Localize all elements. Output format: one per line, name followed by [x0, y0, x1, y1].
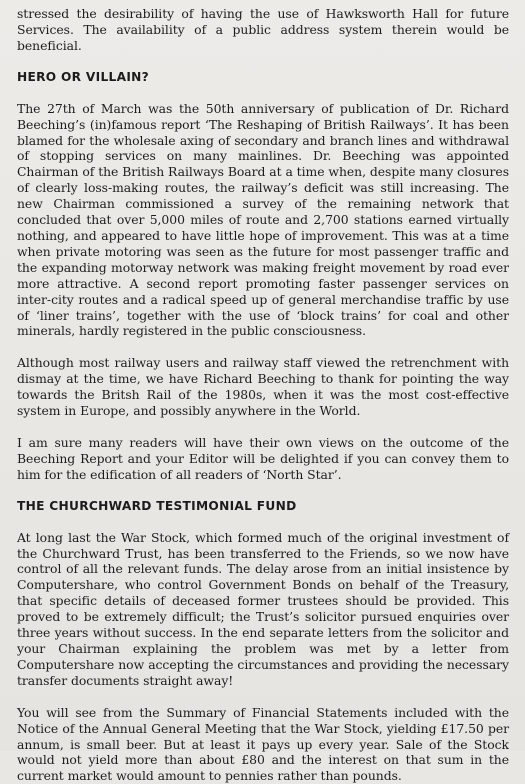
body-paragraph: At long last the War Stock, which formed much of the original investment of the Churchward Trust, has been transferred to the Friends, so we now have control of all the relevant funds. The delay arose from an initial insistence by Computershare, who control Government Bonds on behalf of the Treasury, that specific details of deceased former trustees should be provided. This proved to be extremely difficult; the Trust’s solicitor pursued enquiries over three years without success. In the end separate letters from the solicitor and your Chairman explaining the problem was met by a letter from Computershare now accepting the circumstances and providing the necessary transfer documents straight away! [17, 529, 509, 688]
spacer [17, 339, 509, 355]
section-heading-hero-or-villain: HERO OR VILLAIN? [17, 69, 150, 84]
intro-block [17, 6, 509, 54]
body-paragraph: I am sure many readers will have their own views on the outcome of the Beeching Report and your Editor will be delighted if you can convey them to him for the edification of all readers of ‘North Star’. [17, 434, 509, 482]
body-paragraph: You will see from the Summary of Financial Statements included with the Notice of the Annual General Meeting that the War Stock, yielding £17.50 per annum, is small beer. But at least it pays up every year. Sale of the Stock would not yield more than about £80 and the interest on that sum in the current market would amount to pennies rather than pounds. [17, 704, 509, 784]
hero-or-villain-section [17, 101, 509, 483]
section-heading-churchward-fund: THE CHURCHWARD TESTIMONIAL FUND [17, 498, 297, 513]
churchward-fund-section [17, 530, 509, 784]
spacer [17, 419, 509, 435]
spacer [17, 54, 509, 70]
spacer [17, 514, 509, 530]
spacer [17, 483, 509, 499]
spacer [17, 689, 509, 705]
spacer [17, 85, 509, 101]
body-paragraph: The 27th of March was the 50th anniversary of publication of Dr. Richard Beeching’s (in)famous report ‘The Reshaping of British Railways’. It has been blamed for the wholesale axing of secondary and branch lines and withdrawal of stopping services on many mainlines. Dr. Beeching was appointed Chairman of the British Railways Board at a time when, despite many closures of clearly loss-making routes, the railway’s deficit was still increasing. The new Chairman commissioned a survey of the remaining network that concluded that over 5,000 miles of route and 2,700 stations earned virtually nothing, and appeared to have little hope of improvement. This was at a time when private motoring was seen as the future for most passenger traffic and the expanding motorway network was making freight movement by road ever more attractive. A second report promoting faster passenger services on inter-city routes and a radical speed up of general merchandise traffic by use of ‘liner trains’, together with the use of ‘block trains’ for coal and other minerals, hardly registered in the public consciousness. [17, 100, 509, 339]
intro-paragraph: stressed the desirability of having the use of Hawksworth Hall for future Services. The availability of a public address system therein would be beneficial. [17, 6, 509, 53]
body-paragraph: Although most railway users and railway staff viewed the retrenchment with dismay at the time, we have Richard Beeching to thank for pointing the way towards the Britsh Rail of the 1980s, when it was the most cost-effective system in Europe, and possibly anywhere in the World. [17, 355, 509, 419]
